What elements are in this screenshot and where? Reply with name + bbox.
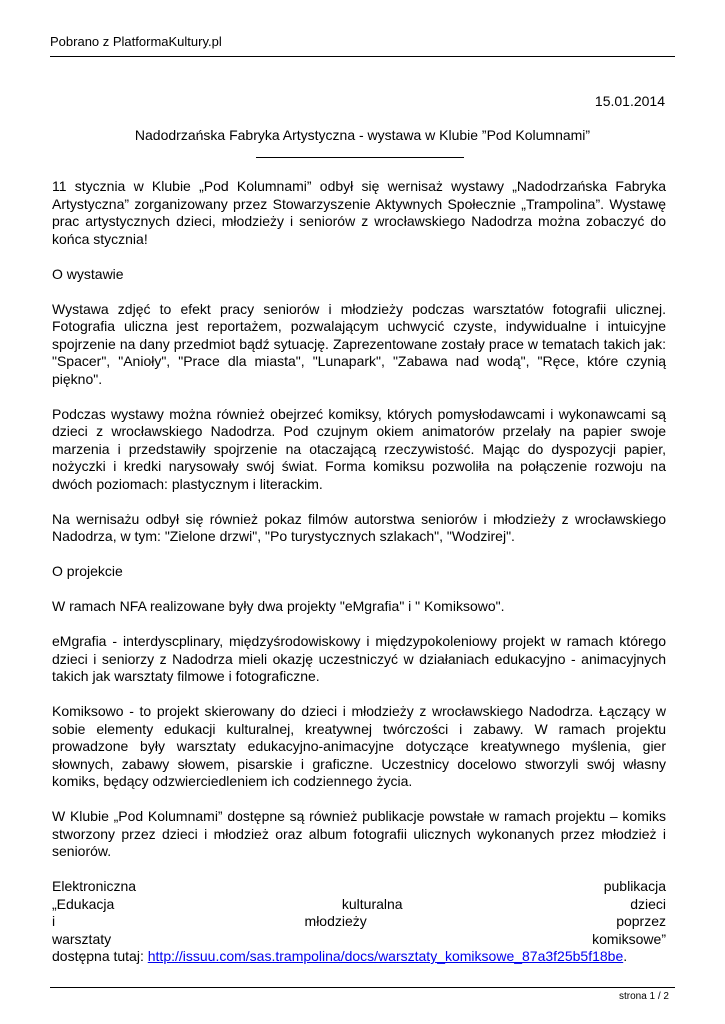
publication-link-line (52, 948, 666, 966)
paragraph-publications: W Klubie „Pod Kolumnami” dostępne są również publikacje powstałe w ramach projektu – komiks stworzony przez dzieci i młodzież oraz album fotografii ulicznych wykonanych przez młodzież i seniorów. (52, 808, 666, 859)
paragraph-projects-intro: W ramach NFA realizowane były dwa projekty "eMgrafia" i " Komiksowo". (52, 598, 505, 614)
page-number: strona 1 / 2 (618, 991, 669, 1002)
publication-block (52, 878, 666, 966)
publication-line: i młodzieży poprzez (52, 913, 666, 929)
section-heading-exhibition: O wystawie (52, 265, 124, 282)
issuu-link[interactable]: http://issuu.com/sas.trampolina/docs/warsztaty_komiksowe_87a3f25b5f18be (147, 948, 624, 964)
paragraph-emgrafia: eMgrafia - interdyscplinary, międzyśrodowiskowy i międzypokoleniowy projekt w ramach którego dzieci i seniorzy z Nadodrza mieli okazję uczestniczyć w działaniach edukacyjno - animacyjnych takich jak warsztaty filmowe i fotograficzne. (52, 633, 666, 684)
article-body (52, 178, 666, 966)
publication-link-prefix: dostępna tutaj: (52, 948, 148, 964)
title-underline (256, 157, 464, 158)
section-heading-project: O projekcie (52, 563, 123, 579)
article-title: Nadodrzańska Fabryka Artystyczna - wystawa w Klubie ”Pod Kolumnami” (134, 127, 591, 143)
header-divider (50, 56, 675, 57)
publication-line: Elektroniczna publikacja (52, 878, 666, 894)
paragraph-komiksowo: Komiksowo - to projekt skierowany do dzieci i młodzieży z wrocławskiego Nadodrza. Łączący w sobie elementy edukacji kulturalnej, kreatywnej twórczości i zabawy. W ramach projektu prowadzone były warsztaty edukacyjno-animacyjne dotyczące kreatywnego myślenia, gier słownych, zabawy słowem, pisarskie i graficzne. Uczestnicy docelowo stworzyli swój własny komiks, będący odzwierciedleniem ich codziennego życia. (52, 703, 666, 789)
paragraph-films: Na wernisażu odbył się również pokaz filmów autorstwa seniorów i młodzieży z wrocławskiego Nadodrza, w tym: "Zielone drzwi", "Po turystycznych szlakach", "Wodzirej". (52, 510, 666, 544)
paragraph-photography: Wystawa zdjęć to efekt pracy seniorów i młodzieży podczas warsztatów fotografii ulicznej. Fotografia uliczna jest reportażem, pozwalającym uchwycić czyste, indywidualne i intuicyjne spojrzenie na dany przedmiot bądź sytuację. Zaprezentowane zostały prace w tematach takich jak: "Spacer", "Anioły", "Prace dla miasta", "Lunapark", "Zabawa nad wodą", "Ręce, które czynią piękno". (52, 300, 666, 387)
publication-line: warsztaty komiksowe” (52, 930, 666, 947)
footer-divider (50, 987, 675, 988)
paragraph-comics: Podczas wystawy można również obejrzeć komiksy, których pomysłodawcami i wykonawcami są dzieci z wrocławskiego Nadodrza. Pod czujnym okiem animatorów przelały na papier swoje marzenia i przedstawiły spojrzenie na otaczającą rzeczywistość. Mając do dyspozycji papier, nożyczki i kredki narysowały swój świat. Forma komiksu pozwoliła na połączenie rozwoju na dwóch poziomach: plastycznym i literackim. (52, 405, 666, 492)
article-date: 15.01.2014 (594, 93, 665, 109)
intro-paragraph: 11 stycznia w Klubie „Pod Kolumnami” odbył się wernisaż wystawy „Nadodrzańska Fabryka Artystyczna” zorganizowany przez Stowarzyszenie Aktywnych Społecznie „Trampolina”. Wystawę prac artystycznych dzieci, młodzieży i seniorów z wrocławskiego Nadodrza można zobaczyć do końca stycznia! (52, 178, 666, 247)
source-header: Pobrano z PlatformaKultury.pl (50, 34, 222, 49)
publication-line: „Edukacja kulturalna dzieci (52, 895, 666, 912)
publication-link-suffix: . (623, 948, 628, 964)
